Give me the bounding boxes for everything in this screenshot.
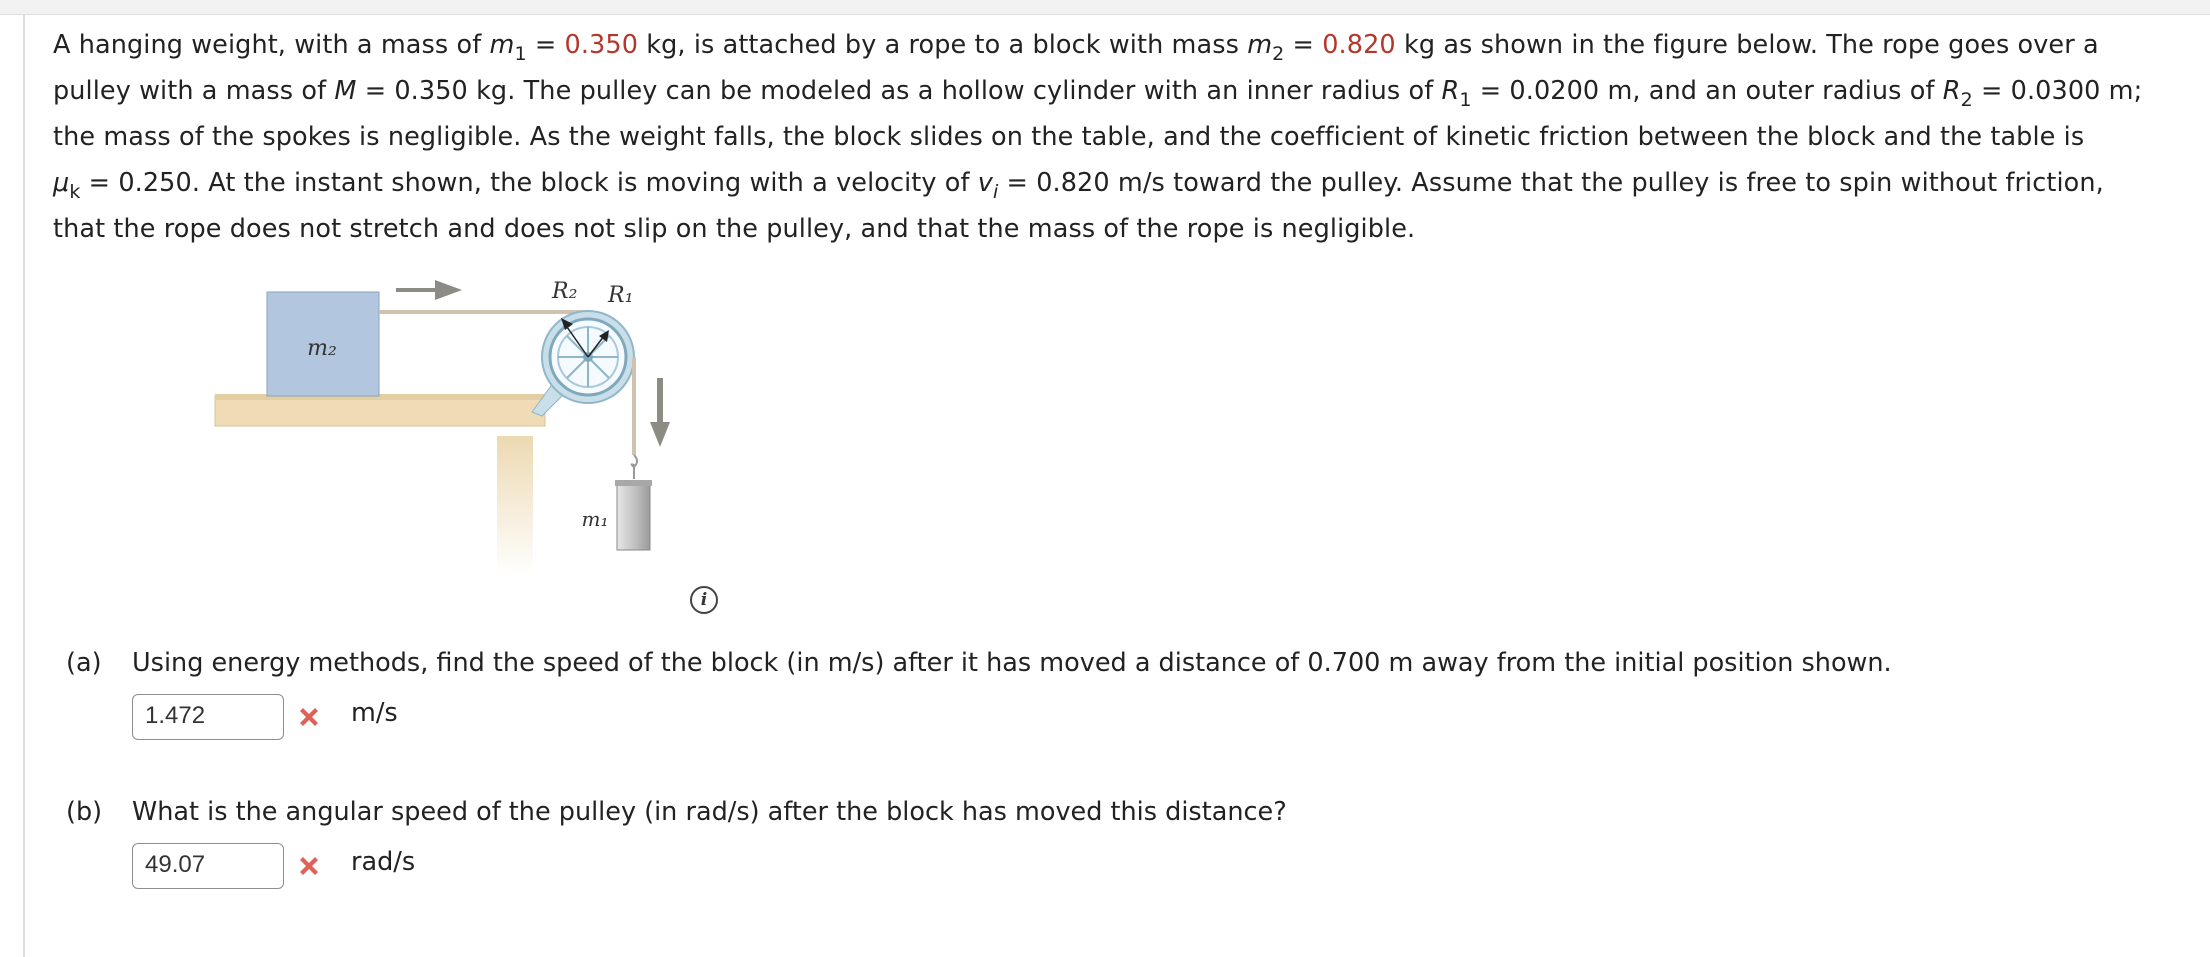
info-icon[interactable]: i: [690, 586, 718, 614]
text-segment: =: [1284, 30, 1323, 60]
subscript: k: [69, 181, 81, 203]
text-segment: = 0.820 m/s toward the pulley. Assume that the pulley is free to spin without friction,: [998, 168, 2104, 198]
answer-input[interactable]: 49.07: [132, 843, 284, 889]
text-segment: R: [1441, 76, 1460, 106]
text-segment: 0.350: [564, 30, 639, 60]
pulley: [542, 311, 634, 403]
subscript: 2: [1960, 89, 1973, 111]
problem-line: [53, 68, 2203, 114]
problem-statement: [53, 22, 2203, 252]
falling-arrow: [650, 378, 670, 447]
table: [215, 394, 545, 576]
unit-label: rad/s: [351, 847, 416, 877]
question-text: Using energy methods, find the speed of the block (in m/s) after it has moved a distance of 0.700 m away from the initial position shown.: [132, 648, 1892, 678]
text-segment: = 0.0200 m, and an outer radius of: [1471, 76, 1943, 106]
wrong-icon: [295, 852, 323, 880]
unit-label: m/s: [351, 698, 398, 728]
problem-line: [53, 160, 2203, 206]
text-segment: m: [489, 30, 515, 60]
pulley-figure: [210, 260, 680, 600]
text-segment: pulley with a mass of: [53, 76, 335, 106]
weight-m1: [582, 480, 652, 550]
text-segment: R: [1942, 76, 1961, 106]
problem-line: [53, 206, 2203, 252]
text-segment: = 0.0300 m;: [1972, 76, 2143, 106]
subscript: 1: [1459, 89, 1472, 111]
hook: [632, 455, 638, 479]
r2-label: R₂: [552, 279, 578, 304]
text-segment: kg as shown in the figure below. The rope goes over a: [1395, 30, 2099, 60]
wrong-icon: [295, 703, 323, 731]
text-segment: m: [1247, 30, 1273, 60]
problem-line: [53, 22, 2203, 68]
question-text: What is the angular speed of the pulley (in rad/s) after the block has moved this distance?: [132, 797, 1287, 827]
text-segment: kg, is attached by a rope to a block with mass: [638, 30, 1248, 60]
text-segment: = 0.350 kg. The pulley can be modeled as a hollow cylinder with an inner radius of: [356, 76, 1442, 106]
part-letter: (a): [66, 648, 102, 678]
r1-label: R₁: [608, 283, 634, 308]
subscript: 2: [1272, 43, 1285, 65]
text-segment: that the rope does not stretch and does not slip on the pulley, and that the mass of the rope is negligible.: [53, 214, 1416, 244]
text-segment: μ: [53, 168, 70, 198]
subscript: i: [992, 181, 999, 203]
velocity-arrow: [396, 280, 462, 300]
left-border: [23, 14, 25, 957]
text-segment: v: [977, 168, 993, 198]
block-m2: [267, 292, 379, 396]
top-border: [0, 0, 2210, 15]
subscript: 1: [514, 43, 527, 65]
answer-input[interactable]: 1.472: [132, 694, 284, 740]
text-segment: = 0.250. At the instant shown, the block is moving with a velocity of: [80, 168, 978, 198]
text-segment: A hanging weight, with a mass of: [53, 30, 490, 60]
text-segment: the mass of the spokes is negligible. As the weight falls, the block slides on the table, and the coefficient of kinetic friction between the block and the table is: [53, 122, 2085, 152]
text-segment: M: [334, 76, 357, 106]
weight-label: m₁: [581, 507, 609, 531]
part-letter: (b): [66, 797, 103, 827]
block-label: m₂: [307, 336, 337, 361]
text-segment: 0.820: [1322, 30, 1396, 60]
text-segment: =: [526, 30, 565, 60]
problem-line: [53, 114, 2203, 160]
